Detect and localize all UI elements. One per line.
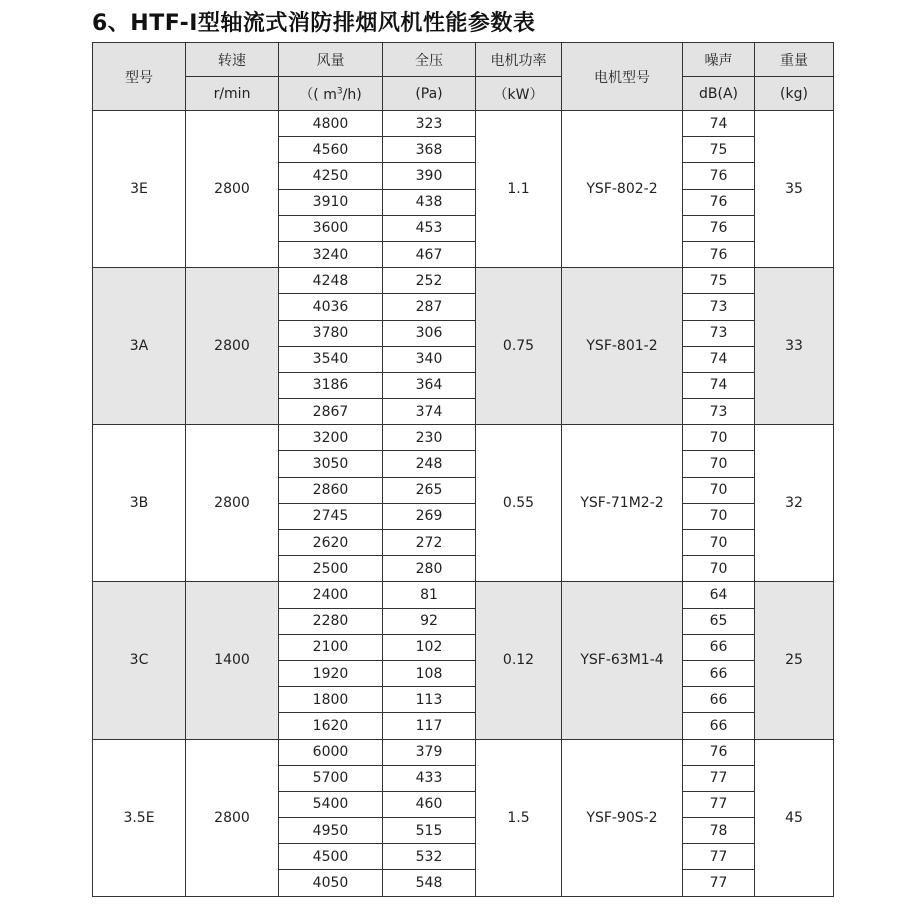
cell-pressure: 306: [383, 320, 476, 346]
cell-airflow: 3200: [279, 425, 383, 451]
cell-weight: 33: [755, 268, 834, 425]
page-title: 6、HTF-I型轴流式消防排烟风机性能参数表: [92, 11, 536, 36]
cell-motor: YSF-71M2-2: [562, 425, 683, 582]
airflow-unit-suffix: /h): [342, 86, 362, 103]
cell-model: 3.5E: [93, 739, 186, 896]
cell-noise: 70: [683, 477, 755, 503]
cell-airflow: 4250: [279, 163, 383, 189]
cell-noise: 77: [683, 791, 755, 817]
cell-model: 3A: [93, 268, 186, 425]
cell-noise: 74: [683, 372, 755, 398]
cell-speed: 2800: [186, 268, 279, 425]
cell-pressure: 269: [383, 503, 476, 529]
cell-motor: YSF-90S-2: [562, 739, 683, 896]
cell-noise: 76: [683, 215, 755, 241]
cell-noise: 76: [683, 739, 755, 765]
cell-noise: 66: [683, 713, 755, 739]
cell-pressure: 374: [383, 399, 476, 425]
cell-pressure: 433: [383, 765, 476, 791]
cell-airflow: 2867: [279, 399, 383, 425]
header-power: 电机功率: [476, 43, 562, 77]
cell-noise: 74: [683, 346, 755, 372]
cell-pressure: 230: [383, 425, 476, 451]
cell-pressure: 113: [383, 687, 476, 713]
cell-pressure: 467: [383, 241, 476, 267]
cell-speed: 2800: [186, 111, 279, 268]
airflow-unit-sup: 3: [336, 85, 343, 96]
table-header: [93, 43, 834, 111]
cell-airflow: 4248: [279, 268, 383, 294]
cell-noise: 75: [683, 137, 755, 163]
table-row: [93, 425, 834, 451]
cell-noise: 70: [683, 530, 755, 556]
cell-pressure: 323: [383, 111, 476, 137]
cell-power: 1.1: [476, 111, 562, 268]
header-noise-unit: dB(A): [683, 77, 755, 111]
cell-noise: 76: [683, 163, 755, 189]
cell-pressure: 102: [383, 634, 476, 660]
cell-noise: 73: [683, 294, 755, 320]
cell-pressure: 548: [383, 870, 476, 896]
cell-noise: 70: [683, 425, 755, 451]
cell-noise: 74: [683, 111, 755, 137]
cell-speed: 1400: [186, 582, 279, 739]
cell-noise: 70: [683, 503, 755, 529]
cell-pressure: 340: [383, 346, 476, 372]
cell-power: 0.55: [476, 425, 562, 582]
cell-pressure: 364: [383, 372, 476, 398]
header-weight-unit: (kg): [755, 77, 834, 111]
cell-pressure: 280: [383, 556, 476, 582]
cell-airflow: 3780: [279, 320, 383, 346]
cell-pressure: 92: [383, 608, 476, 634]
table-row: [93, 111, 834, 137]
cell-model: 3B: [93, 425, 186, 582]
cell-noise: 66: [683, 634, 755, 660]
cell-airflow: 6000: [279, 739, 383, 765]
cell-airflow: 1620: [279, 713, 383, 739]
table-body: [93, 111, 834, 897]
table-row: [93, 739, 834, 765]
cell-noise: 76: [683, 189, 755, 215]
cell-pressure: 368: [383, 137, 476, 163]
cell-noise: 70: [683, 556, 755, 582]
cell-airflow: 5400: [279, 791, 383, 817]
cell-airflow: 4950: [279, 818, 383, 844]
header-airflow: 风量: [279, 43, 383, 77]
cell-pressure: 265: [383, 477, 476, 503]
cell-airflow: 3910: [279, 189, 383, 215]
cell-pressure: 108: [383, 660, 476, 686]
table-row: [93, 268, 834, 294]
cell-airflow: 5700: [279, 765, 383, 791]
cell-weight: 35: [755, 111, 834, 268]
cell-airflow: 2100: [279, 634, 383, 660]
table-row: [93, 582, 834, 608]
cell-airflow: 2400: [279, 582, 383, 608]
cell-noise: 65: [683, 608, 755, 634]
cell-noise: 73: [683, 320, 755, 346]
cell-airflow: 3540: [279, 346, 383, 372]
cell-pressure: 390: [383, 163, 476, 189]
cell-power: 0.12: [476, 582, 562, 739]
header-airflow-unit: [279, 77, 383, 111]
cell-airflow: 3600: [279, 215, 383, 241]
cell-pressure: 272: [383, 530, 476, 556]
cell-noise: 66: [683, 687, 755, 713]
cell-airflow: 4036: [279, 294, 383, 320]
cell-noise: 77: [683, 844, 755, 870]
cell-pressure: 515: [383, 818, 476, 844]
cell-airflow: 1800: [279, 687, 383, 713]
cell-power: 1.5: [476, 739, 562, 896]
header-speed: 转速: [186, 43, 279, 77]
cell-noise: 77: [683, 870, 755, 896]
cell-motor: YSF-801-2: [562, 268, 683, 425]
cell-airflow: 2620: [279, 530, 383, 556]
cell-pressure: 117: [383, 713, 476, 739]
cell-pressure: 81: [383, 582, 476, 608]
cell-airflow: 4050: [279, 870, 383, 896]
header-weight: 重量: [755, 43, 834, 77]
header-speed-unit: r/min: [186, 77, 279, 111]
fan-spec-table: [92, 42, 834, 897]
cell-motor: YSF-63M1-4: [562, 582, 683, 739]
header-motor: 电机型号: [562, 43, 683, 111]
cell-pressure: 248: [383, 451, 476, 477]
cell-pressure: 287: [383, 294, 476, 320]
cell-airflow: 1920: [279, 660, 383, 686]
cell-pressure: 453: [383, 215, 476, 241]
cell-noise: 75: [683, 268, 755, 294]
cell-airflow: 3186: [279, 372, 383, 398]
cell-airflow: 2745: [279, 503, 383, 529]
cell-speed: 2800: [186, 425, 279, 582]
cell-noise: 64: [683, 582, 755, 608]
cell-model: 3C: [93, 582, 186, 739]
airflow-unit-prefix: （( m: [299, 86, 337, 103]
cell-airflow: 4560: [279, 137, 383, 163]
cell-noise: 76: [683, 241, 755, 267]
cell-power: 0.75: [476, 268, 562, 425]
cell-airflow: 2860: [279, 477, 383, 503]
cell-weight: 25: [755, 582, 834, 739]
cell-noise: 78: [683, 818, 755, 844]
cell-pressure: 252: [383, 268, 476, 294]
cell-weight: 45: [755, 739, 834, 896]
header-noise: 噪声: [683, 43, 755, 77]
cell-model: 3E: [93, 111, 186, 268]
cell-airflow: 2280: [279, 608, 383, 634]
cell-airflow: 3050: [279, 451, 383, 477]
cell-motor: YSF-802-2: [562, 111, 683, 268]
cell-weight: 32: [755, 425, 834, 582]
header-pressure: 全压: [383, 43, 476, 77]
cell-noise: 77: [683, 765, 755, 791]
cell-airflow: 4800: [279, 111, 383, 137]
header-power-unit: （kW）: [476, 77, 562, 111]
cell-pressure: 532: [383, 844, 476, 870]
cell-noise: 66: [683, 660, 755, 686]
cell-pressure: 438: [383, 189, 476, 215]
cell-airflow: 4500: [279, 844, 383, 870]
cell-noise: 70: [683, 451, 755, 477]
cell-airflow: 2500: [279, 556, 383, 582]
cell-pressure: 460: [383, 791, 476, 817]
header-pressure-unit: (Pa): [383, 77, 476, 111]
header-model: 型号: [93, 43, 186, 111]
cell-pressure: 379: [383, 739, 476, 765]
cell-noise: 73: [683, 399, 755, 425]
cell-speed: 2800: [186, 739, 279, 896]
cell-airflow: 3240: [279, 241, 383, 267]
